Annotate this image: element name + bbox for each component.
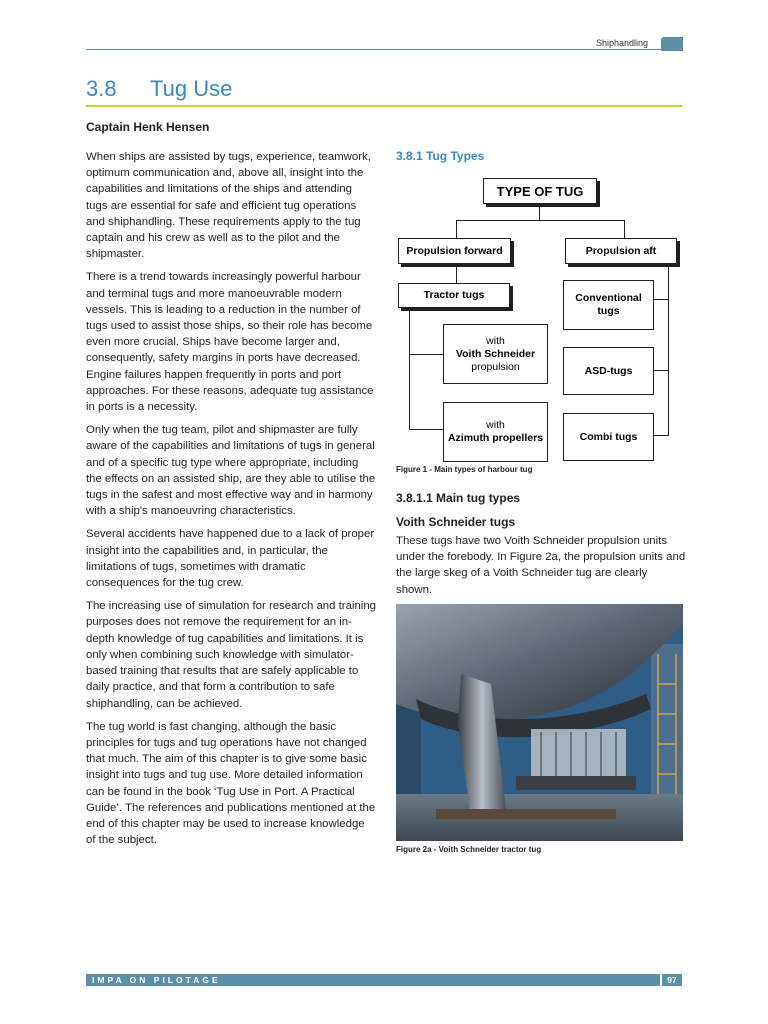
connector	[654, 299, 669, 300]
tractor-tugs-box	[398, 283, 510, 308]
connector	[409, 308, 410, 429]
paragraph: The increasing use of simulation for research and training purposes does not remove the requirement for an in-depth knowledge of tug capabilities and limitations. It is only when combining such knowledge with simulator-based training that results that are safely applicable to daily practice, and that form a contribution to safe shiphandling, can be achieved.	[86, 600, 376, 710]
tractor-tugs-label: Tractor tugs	[423, 289, 485, 301]
conventional-tugs-label: Conventional tugs	[575, 292, 642, 317]
tug-types-diagram	[396, 172, 686, 464]
diagram-root-box	[483, 178, 597, 204]
subsubsection-heading: 3.8.1.1 Main tug types	[396, 491, 521, 505]
connector	[668, 264, 669, 436]
azimuth-with-label: with	[486, 419, 505, 431]
section-title-text: Tug Use	[150, 76, 233, 101]
figure-2a-caption: Figure 2a - Voith Schneider tractor tug	[396, 845, 542, 854]
propulsion-forward-box	[398, 238, 511, 264]
combi-tugs-label: Combi tugs	[579, 430, 638, 443]
diagram-root-label: TYPE OF TUG	[496, 183, 584, 199]
paragraph: There is a trend towards increasingly powerful harbour and terminal tugs and more manoeuvrable modern vessels. This is leading to a reduction in the number of tugs used to assist those ships, so their role has become even more crucial. Ships have become larger and, consequently, safety margins in ports have decreased. Engine failures happen frequently in ports and port approaches. For these reasons, adequate tug assistance in ports is a necessity.	[86, 271, 374, 414]
connector	[654, 370, 669, 371]
voith-heading: Voith Schneider tugs	[396, 515, 516, 529]
connector	[456, 220, 624, 221]
connector	[624, 220, 625, 238]
propulsion-aft-label: Propulsion aft	[585, 244, 657, 257]
propulsion-aft-box	[565, 238, 677, 264]
connector	[409, 354, 443, 355]
azimuth-box	[443, 402, 548, 462]
header-rule	[86, 49, 682, 50]
asd-tugs-box	[563, 347, 654, 395]
connector	[456, 220, 457, 240]
left-column	[86, 149, 376, 855]
combi-tugs-box	[563, 413, 654, 461]
author: Captain Henk Hensen	[86, 120, 210, 134]
tug-hull-photo	[396, 604, 683, 841]
asd-tugs-label: ASD-tugs	[584, 364, 633, 377]
paragraph: The tug world is fast changing, although the basic principles for tugs and tug operations have not changed that much. The aim of this chapter is to give some basic insight into tugs and tug use. More detailed information can be found in the book ‘Tug Use in Port. A Practical Guide’. The references and publications mentioned at the end of this chapter may be used to increase knowledge of the subject.	[86, 720, 376, 847]
connector	[539, 204, 540, 220]
title-rule	[86, 105, 682, 107]
conventional-tugs-box	[563, 280, 654, 330]
figure-1-caption: Figure 1 - Main types of harbour tug	[396, 465, 533, 474]
propulsion-forward-label: Propulsion forward	[406, 244, 503, 257]
section-title	[86, 76, 232, 102]
section-number: 3.8	[86, 76, 117, 101]
running-header: Shiphandling	[596, 38, 649, 48]
footer-publication: IMPA ON PILOTAGE	[92, 975, 221, 985]
subsection-heading: 3.8.1 Tug Types	[396, 149, 485, 163]
voith-suffix-label: propulsion	[471, 360, 520, 373]
paragraph: Several accidents have happened due to a lack of proper insight into the capabilities and, in particular, the limitations of tugs, sometimes with dramatic consequences for the tug crew.	[86, 528, 375, 590]
paragraph: Only when the tug team, pilot and shipmaster are fully aware of the capabilities and limitations of tugs in general and of a specific tug type where appropriate, including the effects on an assisted ship, are they able to utilise the tugs in the safest and most effective way and in harmony with a ship's manoeuvring characteristics.	[86, 424, 376, 518]
voith-schneider-box	[443, 324, 548, 384]
voith-paragraph: These tugs have two Voith Schneider propulsion units under the forebody. In Figure 2a, the propulsion units and the large skeg of a Voith Schneider tug are clearly shown.	[396, 535, 686, 596]
azimuth-name-label: Azimuth propellers	[447, 432, 544, 444]
paragraph: When ships are assisted by tugs, experience, teamwork, optimum communication and, above all, insight into the capabilities and limitations of the ships and attending tugs are essential for safe and efficient tug operations and shiphandling. These requirements apply to the tug captain and his crew as well as to the pilot and the shipmaster.	[86, 151, 371, 261]
page-number: 97	[662, 974, 682, 986]
connector	[456, 267, 457, 283]
connector	[654, 435, 669, 436]
connector	[409, 429, 443, 430]
voith-with-label: with	[486, 334, 505, 347]
voith-name-label: Voith Schneider	[455, 347, 536, 360]
tug-hull-illustration	[396, 604, 683, 841]
